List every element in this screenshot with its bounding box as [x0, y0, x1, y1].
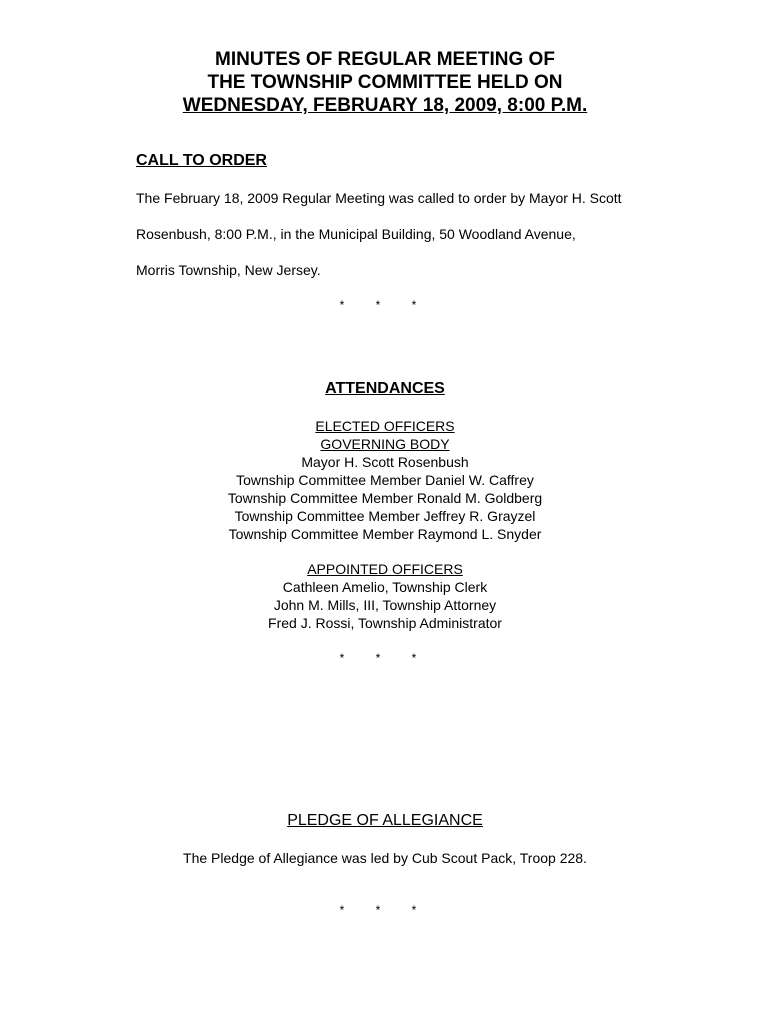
appointed-officer: John M. Mills, III, Township Attorney — [273, 597, 497, 613]
section-separator: * * * — [339, 651, 431, 665]
section-separator: * * * — [339, 298, 431, 312]
appointed-officers-heading: APPOINTED OFFICERS — [307, 561, 463, 577]
title-line-1: MINUTES OF REGULAR MEETING OF — [215, 49, 555, 70]
governing-body-member: Township Committee Member Daniel W. Caffrey — [236, 472, 534, 488]
pledge-heading: PLEDGE OF ALLEGIANCE — [287, 812, 483, 829]
governing-body-member: Township Committee Member Ronald M. Goldberg — [227, 490, 543, 506]
governing-body-member: Township Committee Member Jeffrey R. Grayzel — [234, 508, 536, 524]
title-line-3: WEDNESDAY, FEBRUARY 18, 2009, 8:00 P.M. — [182, 95, 588, 116]
governing-body-heading: GOVERNING BODY — [320, 436, 450, 452]
appointed-officer: Cathleen Amelio, Township Clerk — [282, 579, 488, 595]
call-to-order-line-1: The February 18, 2009 Regular Meeting was called to order by Mayor H. Scott — [136, 190, 622, 206]
governing-body-member: Township Committee Member Raymond L. Snyder — [228, 526, 542, 542]
appointed-officer: Fred J. Rossi, Township Administrator — [268, 615, 502, 631]
call-to-order-line-2: Rosenbush, 8:00 P.M., in the Municipal Building, 50 Woodland Avenue, — [136, 226, 576, 242]
pledge-text: The Pledge of Allegiance was led by Cub Scout Pack, Troop 228. — [183, 850, 587, 866]
call-to-order-line-3: Morris Township, New Jersey. — [136, 262, 321, 278]
section-separator: * * * — [339, 903, 431, 917]
call-to-order-heading: CALL TO ORDER — [136, 152, 267, 169]
title-line-2: THE TOWNSHIP COMMITTEE HELD ON — [207, 72, 563, 93]
elected-officers-heading: ELECTED OFFICERS — [315, 418, 455, 434]
attendances-heading: ATTENDANCES — [325, 380, 445, 397]
governing-body-member: Mayor H. Scott Rosenbush — [301, 454, 469, 470]
